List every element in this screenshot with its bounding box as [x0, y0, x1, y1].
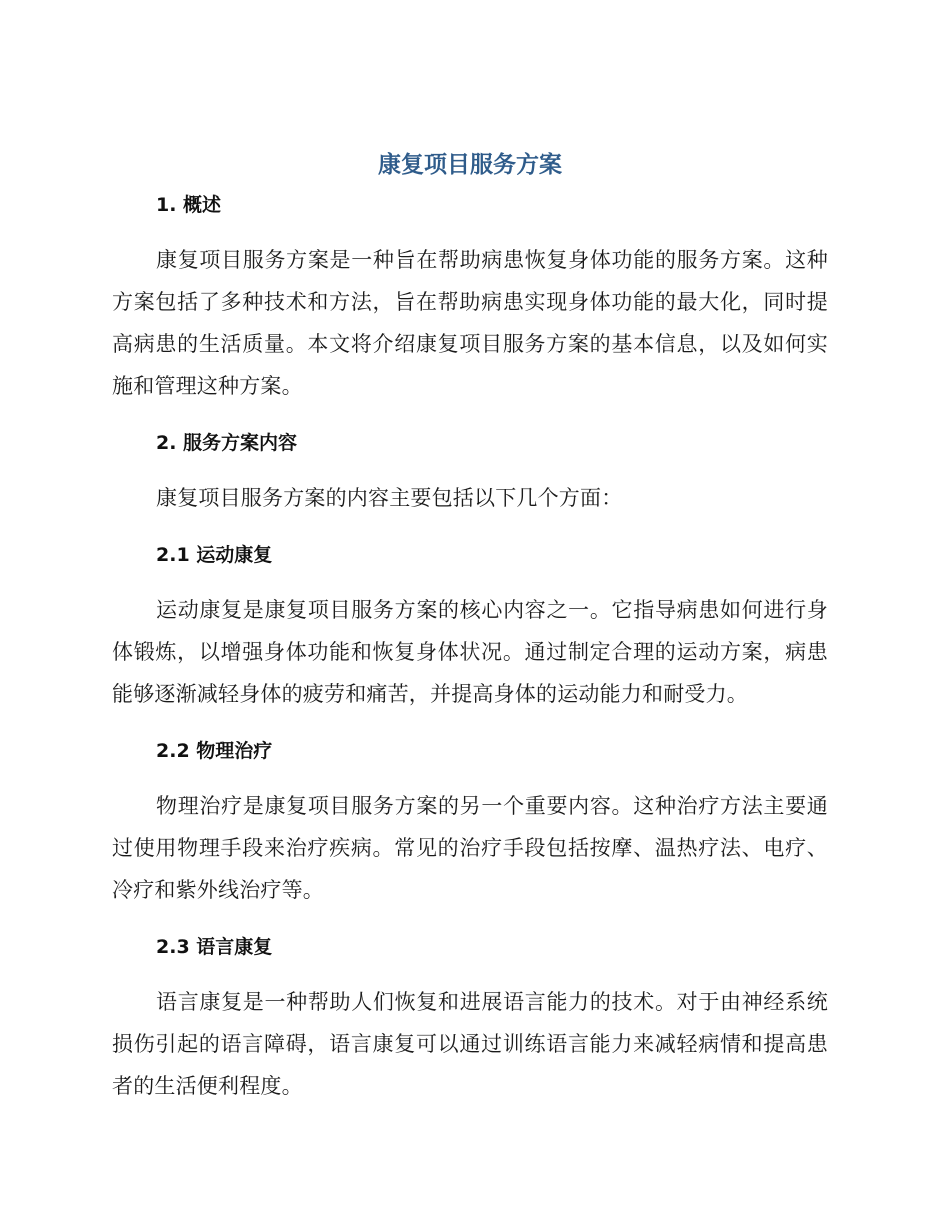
document-body [112, 145, 828, 1107]
document-title: 康复项目服务方案 [378, 152, 562, 178]
section-paragraph-speech-rehab: 语言康复是一种帮助人们恢复和进展语言能力的技术。对于由神经系统损伤引起的语言障碍，语言康复可以通过训练语言能力来减轻病情和提高患者的生活便利程度。 [112, 990, 828, 1098]
section-paragraph-service-content: 康复项目服务方案的内容主要包括以下几个方面： [156, 486, 623, 510]
section-heading-exercise-rehab: 2.1 运动康复 [156, 544, 273, 566]
section-heading-overview: 1. 概述 [156, 194, 222, 216]
section-heading-service-content: 2. 服务方案内容 [156, 432, 298, 454]
section-paragraph-exercise-rehab: 运动康复是康复项目服务方案的核心内容之一。它指导病患如何进行身体锻炼，以增强身体功能和恢复身体状况。通过制定合理的运动方案，病患能够逐渐减轻身体的疲劳和痛苦，并提高身体的运动能力和耐受力。 [112, 598, 828, 706]
section-paragraph-physical-therapy: 物理治疗是康复项目服务方案的另一个重要内容。这种治疗方法主要通过使用物理手段来治疗疾病。常见的治疗手段包括按摩、温热疗法、电疗、冷疗和紫外线治疗等。 [112, 794, 828, 902]
section-paragraph-overview: 康复项目服务方案是一种旨在帮助病患恢复身体功能的服务方案。这种方案包括了多种技术和方法，旨在帮助病患实现身体功能的最大化，同时提高病患的生活质量。本文将介绍康复项目服务方案的基本信息，以及如何实施和管理这种方案。 [112, 248, 828, 398]
section-heading-speech-rehab: 2.3 语言康复 [156, 936, 273, 958]
section-heading-physical-therapy: 2.2 物理治疗 [156, 740, 273, 762]
